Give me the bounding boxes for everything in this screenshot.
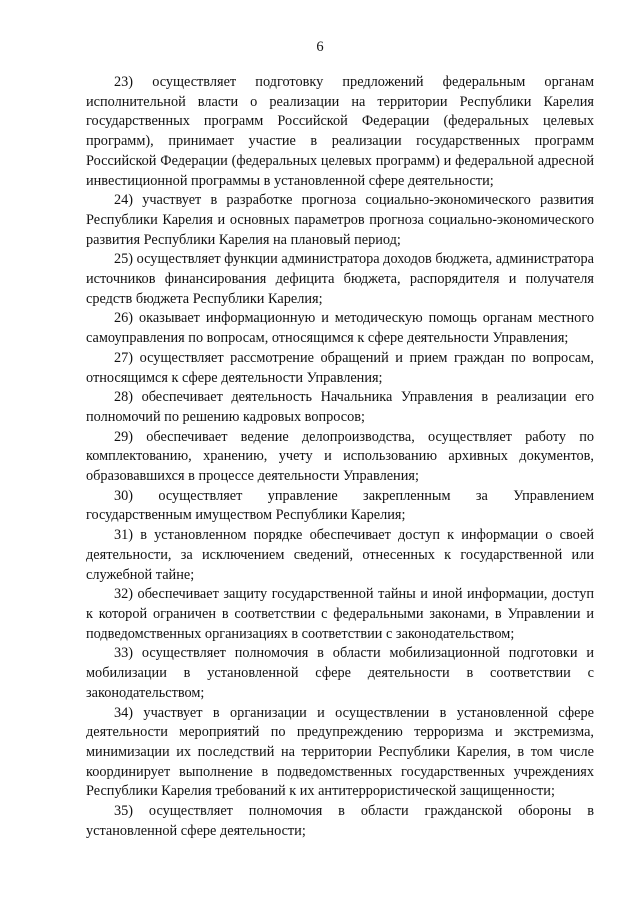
paragraph-29: 29) обеспечивает ведение делопроизводства, осуществляет работу по комплектованию, хранению, учету и использованию архивных документов, образовавшихся в процессе деятельности Управления; — [86, 428, 594, 485]
paragraph-34: 34) участвует в организации и осуществлении в установленной сфере деятельности мероприятий по предупреждению терроризма и экстремизма, минимизации их последствий на территории Республики Карелия, в том числе координирует выполнение в подведомственных государственных учреждениях Республики Карелия требований к их антитеррористической защищенности; — [86, 704, 594, 800]
paragraph-26: 26) оказывает информационную и методическую помощь органам местного самоуправления по вопросам, относящимся к сфере деятельности Управления; — [86, 310, 594, 347]
paragraph-25: 25) осуществляет функции администратора доходов бюджета, администратора источников финансирования дефицита бюджета, распорядителя и получателя средств бюджета Республики Карелия; — [86, 251, 594, 307]
paragraph-35: 35) осуществляет полномочия в области гражданской обороны в установленной сфере деятельности; — [86, 803, 594, 839]
paragraph-28: 28) обеспечивает деятельность Начальника Управления в реализации его полномочий по решению кадровых вопросов; — [86, 389, 594, 425]
page-number: 6 — [316, 39, 324, 55]
paragraph-31: 31) в установленном порядке обеспечивает доступ к информации о своей деятельности, за исключением сведений, отнесенных к государственной или служебной тайне; — [86, 527, 594, 583]
paragraph-32: 32) обеспечивает защиту государственной тайны и иной информации, доступ к которой ограничен в соответствии с федеральными законами, в Управлении и подведомственных организациях в соответствии с законодательством; — [86, 586, 594, 642]
document-body — [86, 73, 594, 841]
paragraph-24: 24) участвует в разработке прогноза социально-экономического развития Республики Карелия и основных параметров прогноза социально-экономического развития Республики Карелия на плановый период; — [86, 192, 594, 248]
paragraph-33: 33) осуществляет полномочия в области мобилизационной подготовки и мобилизации в установленной сфере деятельности в соответствии с законодательством; — [86, 645, 594, 701]
paragraph-30: 30) осуществляет управление закрепленным за Управлением государственным имуществом Республики Карелия; — [86, 487, 594, 524]
paragraph-23: 23) осуществляет подготовку предложений федеральным органам исполнительной власти о реализации на территории Республики Карелия государственных программ Российской Федерации (федеральных целевых программ), принимает участие в реализации государственных программ Российской Федерации (федеральных целевых программ) и федеральной адресной инвестиционной программы в установленной сфере деятельности; — [86, 74, 594, 189]
paragraph-27: 27) осуществляет рассмотрение обращений и прием граждан по вопросам, относящимся к сфере деятельности Управления; — [86, 349, 594, 386]
